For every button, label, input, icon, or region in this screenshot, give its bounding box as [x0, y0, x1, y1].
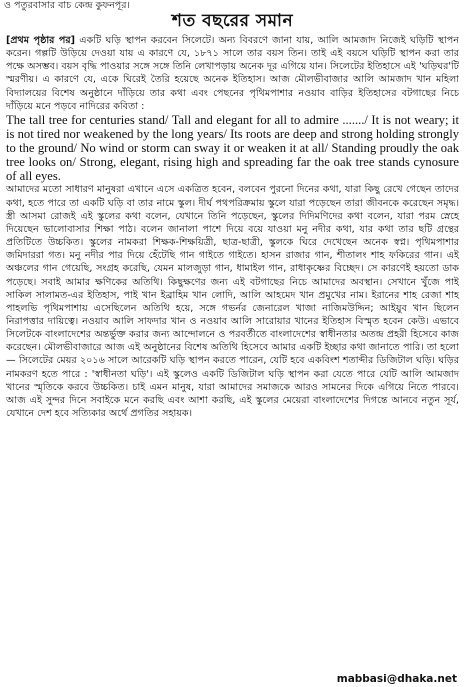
- continuation-label: [প্রথম পৃষ্ঠার পর]: [6, 35, 76, 46]
- article-headline: শত বছরের সমান: [171, 11, 294, 31]
- author-email: mabbasi@dhaka.net: [336, 673, 457, 685]
- paragraph-intro-text: একটি ঘড়ি স্থাপন করবেন সিলেটে। অন্য বিবরণে জানা যায়, আলি আমজাদ নিজেই ঘড়িটি স্থাপন করেন। গল্পটি উড়িয়ে দেওয়া যায় এ কারণে যে, ১৮৭১ সালে তার বয়স তিন। তাই এই বয়সে ঘড়িটি স্থাপন করা তার পক্ষে অসম্ভব। বয়স বৃদ্ধি পাওয়ার সঙ্গে সঙ্গে তিনি লেখাপড়ায় অনেক দূর এগিয়ে যান। সিলেটের ইতিহাসে এই 'ঘড়িঘর'টি স্মরণীয়। এ কারণে যে, একে ঘিরেই তৈরি হয়েছে অনেক ইতিহাস। আজ মৌলভীবাজার আলি আমজাদ খান মহিলা বিদ্যালয়ের বিশেষ অনুষ্ঠানে দাঁড়িয়ে তার কথা এবং পেছনের পৃথিমপাশার নওয়াব বাড়ির ইতিহাসের বটগাছের নিচে দাঁড়িয়ে মনে পড়বে নাদিরের কবিতা :: [6, 35, 460, 112]
- english-poem-quote: The tall tree for centuries stand/ Tall and elegant for all to admire ......./ It is not weary; it is not tired nor weakened by the long years/ Its roots are deep and strong holding strongly to the ground/ No wind or storm can sway it or weaken it at all/ Standing proudly the oak tree looks on/ Strong, elegant, rising high and spreading far the oak tree stands cynosure of all eyes.: [6, 112, 459, 184]
- article-body: [6, 34, 459, 420]
- paragraph-intro: [6, 34, 459, 113]
- paragraph-main: আমাদের মতো সাধারণ মানুষরা এখানে এসে একত্রিত হবেন, বলবেন পুরনো দিনের কথা, যারা কিছু রেখে গেছেন তাদের কথা, হতে পারে তা একটি ঘড়ি বা তার নামে স্কুল। দীর্ঘ পথপরিক্রমায় স্কুলে যারা পড়েছেন তারা জীবনকে করেছেন সমৃদ্ধ। স্ত্রী আসমা রোজই এই স্কুলের কথা বলেন, যেখানে তিনি পড়েছেন, স্কুলের দিদিমণিদের কথা বলেন, যারা পরম স্নেহে দিয়েছেন ভালোবাসার শিক্ষা পাঠ। বলেন জানালা পাশে দিয়ে বয়ে যাওয়া মনু নদীর কথা, যার কথা তার ছটি গ্রন্থের প্রতিটিতে উচ্চকিত। স্কুলের নামকরা শিক্ষক-শিক্ষয়িত্রী, ছাত্র-ছাত্রী, স্কুলকে ঘিরে দেখেছেন অনেক স্বপ্ন। পৃথিমপাশার জমিদাররা গত। মনু নদীর পার দিয়ে হেঁটেছি গান গাইতে গাইতে। হাসন রাজার গান, শীতালং শাহ ফকিরের গান। এই অঞ্চলের গান গেয়েছি, সংগ্রহ করেছি, যেমন মালজুড়া গান, ধামাইল গান, রাধাকৃষ্ণের বিচ্ছেদ। সে কারণেই হয়তো ডাক পড়েছে। সবাই আমার ক্ষণিকের অতিথি। কিছুক্ষণের জন্য এই বটগাছের নিচে আমাদের অবস্থান। সেখানে খুঁজে পাই সাকিল সালামত-এর ইতিহাস, পাই খান ইব্রাহিম খান লোদি, আলি আহমেদ খান প্রমুখের নাম। ইরানের শাহ রেজা শাহ পাহলভি পৃথিমপাশায় এসেছিলেন অতিথি হয়ে, সঙ্গে গভর্নর জেনারেল খাজা নাজিমউদ্দিন; আইয়ুব খান ছিলেন নিরাপত্তার দায়িত্বে। নওয়াব আলি সাফদার খান ও নওয়াব আলি সারোয়ার খানের ইতিহাস বিস্মৃত হবেন কেউ। এভাবে সিলেটকে বাংলাদেশের অন্তর্ভুক্ত করার জন্য আন্দোলনে ও পরবর্তীতে বাংলাদেশের স্বাধীনতার অতন্দ্র প্রহরী হিসেবে কাজ করেছেন। মৌলভীবাজারে আজ এই অনুষ্ঠানের বিশেষ অতিথি হিসেবে আমার একটি ইচ্ছার কথা জানাতে পারি। তা হলো— সিলেটের মেয়র ২০১৬ সালে আরেকটি ঘড়ি স্থাপন করতে পারেন, যেটি হবে একবিংশ শতাব্দীর ডিজিটাল ঘড়ি। ঘড়ির নামকরণ হতে পারে : 'স্বাধীনতা ঘড়ি'। এই স্কুলেও একটি ডিজিটাল ঘড়ি স্থাপন করা যেতে পারে যেটি আলি আমজাদ খানের স্মৃতিকে করবে উচ্চকিত। চাই এমন মানুষ, যারা আমাদের সমাজকে আরও সামনের দিকে এগিয়ে নিতে পারবে। আজ এই সুন্দর দিনে সবাইকে মনে করছি এবং আশা করছি, এই স্কুলের মেয়েরা বাংলাদেশের দিগন্তে আনবে নতুন সূর্য, যেখানে দেশ হবে সত্যিকার অর্থে প্রগতির সহায়ক।: [6, 184, 459, 420]
- previous-article-tail: ও পতুরবাসার বাচ কেন্দ্র কুফনপূর।: [4, 0, 130, 11]
